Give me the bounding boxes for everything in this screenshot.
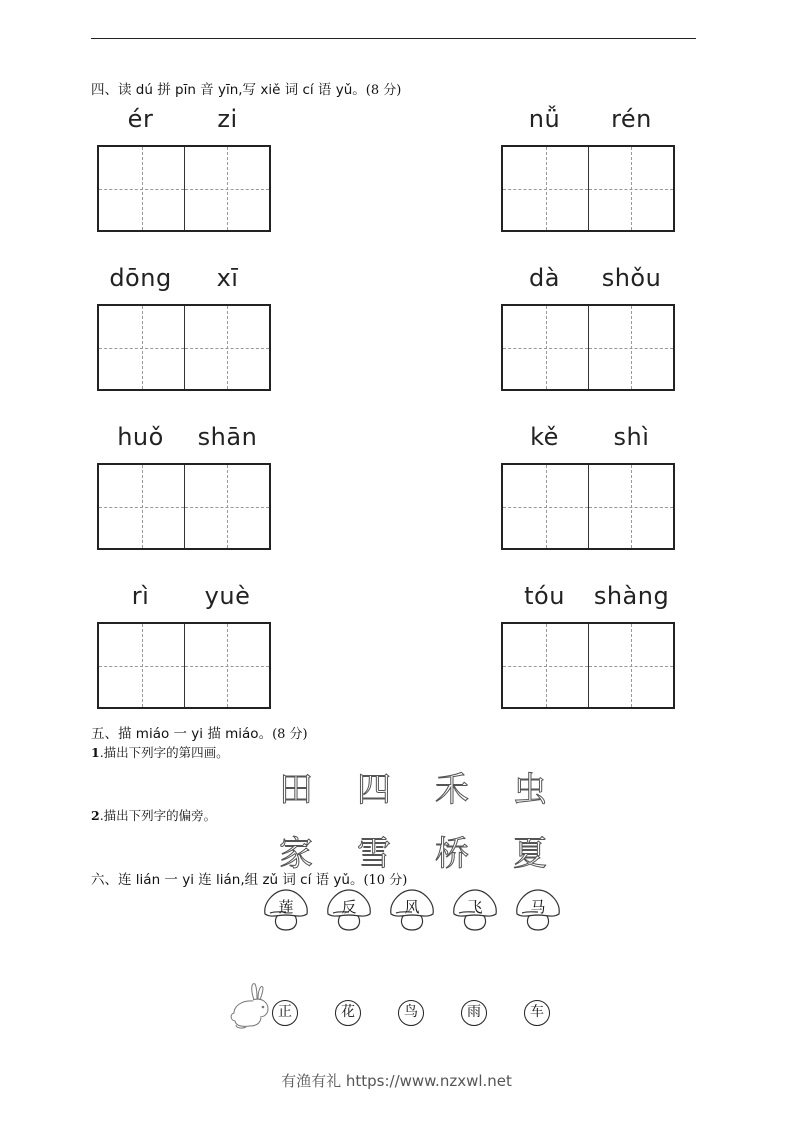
tianzige-grid	[501, 145, 675, 232]
section-6-heading	[91, 868, 407, 888]
question-1-text: .描出下列字的第四画。	[99, 745, 229, 760]
tianzige-grid	[501, 622, 675, 709]
pinyin-row	[501, 264, 675, 298]
mushroom-card[interactable]	[261, 888, 311, 934]
writing-cell[interactable]	[503, 147, 588, 230]
circle-char[interactable]: 雨	[461, 1000, 487, 1026]
writing-cell[interactable]	[99, 624, 184, 707]
pinyin-row	[97, 423, 271, 457]
question-2-number: 2	[91, 808, 100, 823]
writing-cell[interactable]	[588, 624, 673, 707]
writing-cell[interactable]	[99, 465, 184, 548]
mushroom-card[interactable]	[513, 888, 563, 934]
pinyin-syllable: rén	[611, 105, 652, 133]
mushroom-card[interactable]	[450, 888, 500, 934]
section-5-heading	[91, 722, 308, 742]
mushroom-char: 飞	[467, 898, 483, 916]
writing-cell[interactable]	[184, 147, 269, 230]
section-6-title: 六、连 lián 一 yi 连 lián,组 zǔ 词 cí 语 yǔ。	[91, 872, 364, 888]
pinyin-syllable: zi	[217, 105, 238, 133]
pinyin-row	[97, 264, 271, 298]
circle-char[interactable]: 花	[335, 1000, 361, 1026]
tianzige-grid	[97, 622, 271, 709]
writing-cell[interactable]	[184, 624, 269, 707]
pinyin-syllable: xī	[216, 264, 239, 292]
trace-char[interactable]: 禾	[435, 770, 469, 810]
header-rule	[91, 38, 696, 39]
pinyin-syllable: shì	[613, 423, 650, 451]
pinyin-syllable: shàng	[593, 582, 670, 610]
question-1-number: 1	[91, 745, 100, 760]
writing-cell[interactable]	[588, 465, 673, 548]
trace-char[interactable]: 田	[279, 770, 313, 810]
writing-cell[interactable]	[588, 147, 673, 230]
writing-cell[interactable]	[503, 465, 588, 548]
pinyin-syllable: dōng	[109, 264, 172, 292]
trace-char[interactable]: 夏	[513, 834, 547, 874]
pinyin-row	[501, 582, 675, 616]
writing-cell[interactable]	[588, 306, 673, 389]
pinyin-row	[97, 105, 271, 139]
tianzige-grid	[501, 463, 675, 550]
rabbit-icon	[228, 980, 272, 1032]
section-5-score: (8 分)	[272, 727, 308, 742]
section-4-title: 四、读 dú 拼 pīn 音 yīn,写 xiě 词 cí 语 yǔ。	[91, 82, 366, 98]
tianzige-grid	[97, 145, 271, 232]
section-4-score: (8 分)	[365, 83, 402, 98]
writing-cell[interactable]	[99, 306, 184, 389]
trace-char[interactable]: 虫	[513, 770, 547, 810]
pinyin-syllable: nǚ	[528, 105, 561, 133]
trace-char[interactable]: 家	[279, 834, 313, 874]
section-4-heading	[91, 78, 401, 98]
trace-fourth-stroke-chars	[257, 762, 569, 811]
mushroom-char: 马	[530, 898, 546, 916]
circle-char[interactable]: 车	[524, 1000, 550, 1026]
trace-char[interactable]: 桥	[435, 834, 469, 874]
pinyin-row	[501, 423, 675, 457]
section-6-score: (10 分)	[363, 873, 408, 888]
question-2	[91, 806, 216, 824]
tianzige-grid	[97, 304, 271, 391]
pinyin-syllable: shān	[197, 423, 258, 451]
mushroom-card[interactable]	[387, 888, 437, 934]
pinyin-row	[501, 105, 675, 139]
mushroom-card[interactable]	[324, 888, 374, 934]
question-2-text: .描出下列字的偏旁。	[99, 808, 217, 823]
tianzige-grid	[501, 304, 675, 391]
mushroom-char: 反	[341, 898, 357, 916]
pinyin-syllable: rì	[131, 582, 150, 610]
circle-char[interactable]: 鸟	[398, 1000, 424, 1026]
footer-watermark: 有渔有礼 https://www.nzxwl.net	[281, 1072, 512, 1090]
trace-char[interactable]: 四	[357, 770, 391, 810]
section-5-title: 五、描 miáo 一 yi 描 miáo。	[91, 726, 273, 742]
pinyin-row	[97, 582, 271, 616]
writing-cell[interactable]	[184, 306, 269, 389]
writing-cell[interactable]	[184, 465, 269, 548]
mushroom-char: 风	[404, 898, 420, 916]
writing-cell[interactable]	[503, 624, 588, 707]
pinyin-syllable: shǒu	[601, 264, 662, 292]
pinyin-syllable: dà	[529, 264, 560, 292]
pinyin-syllable: yuè	[204, 582, 251, 610]
pinyin-syllable: kě	[530, 423, 559, 451]
pinyin-syllable: ér	[127, 105, 154, 133]
question-1	[91, 743, 229, 761]
mushroom-char: 莲	[278, 898, 294, 916]
writing-cell[interactable]	[99, 147, 184, 230]
tianzige-grid	[97, 463, 271, 550]
circle-char[interactable]: 正	[272, 1000, 298, 1026]
pinyin-syllable: tóu	[524, 582, 565, 610]
pinyin-syllable: huǒ	[117, 423, 164, 451]
trace-char[interactable]: 雪	[357, 834, 391, 874]
writing-cell[interactable]	[503, 306, 588, 389]
